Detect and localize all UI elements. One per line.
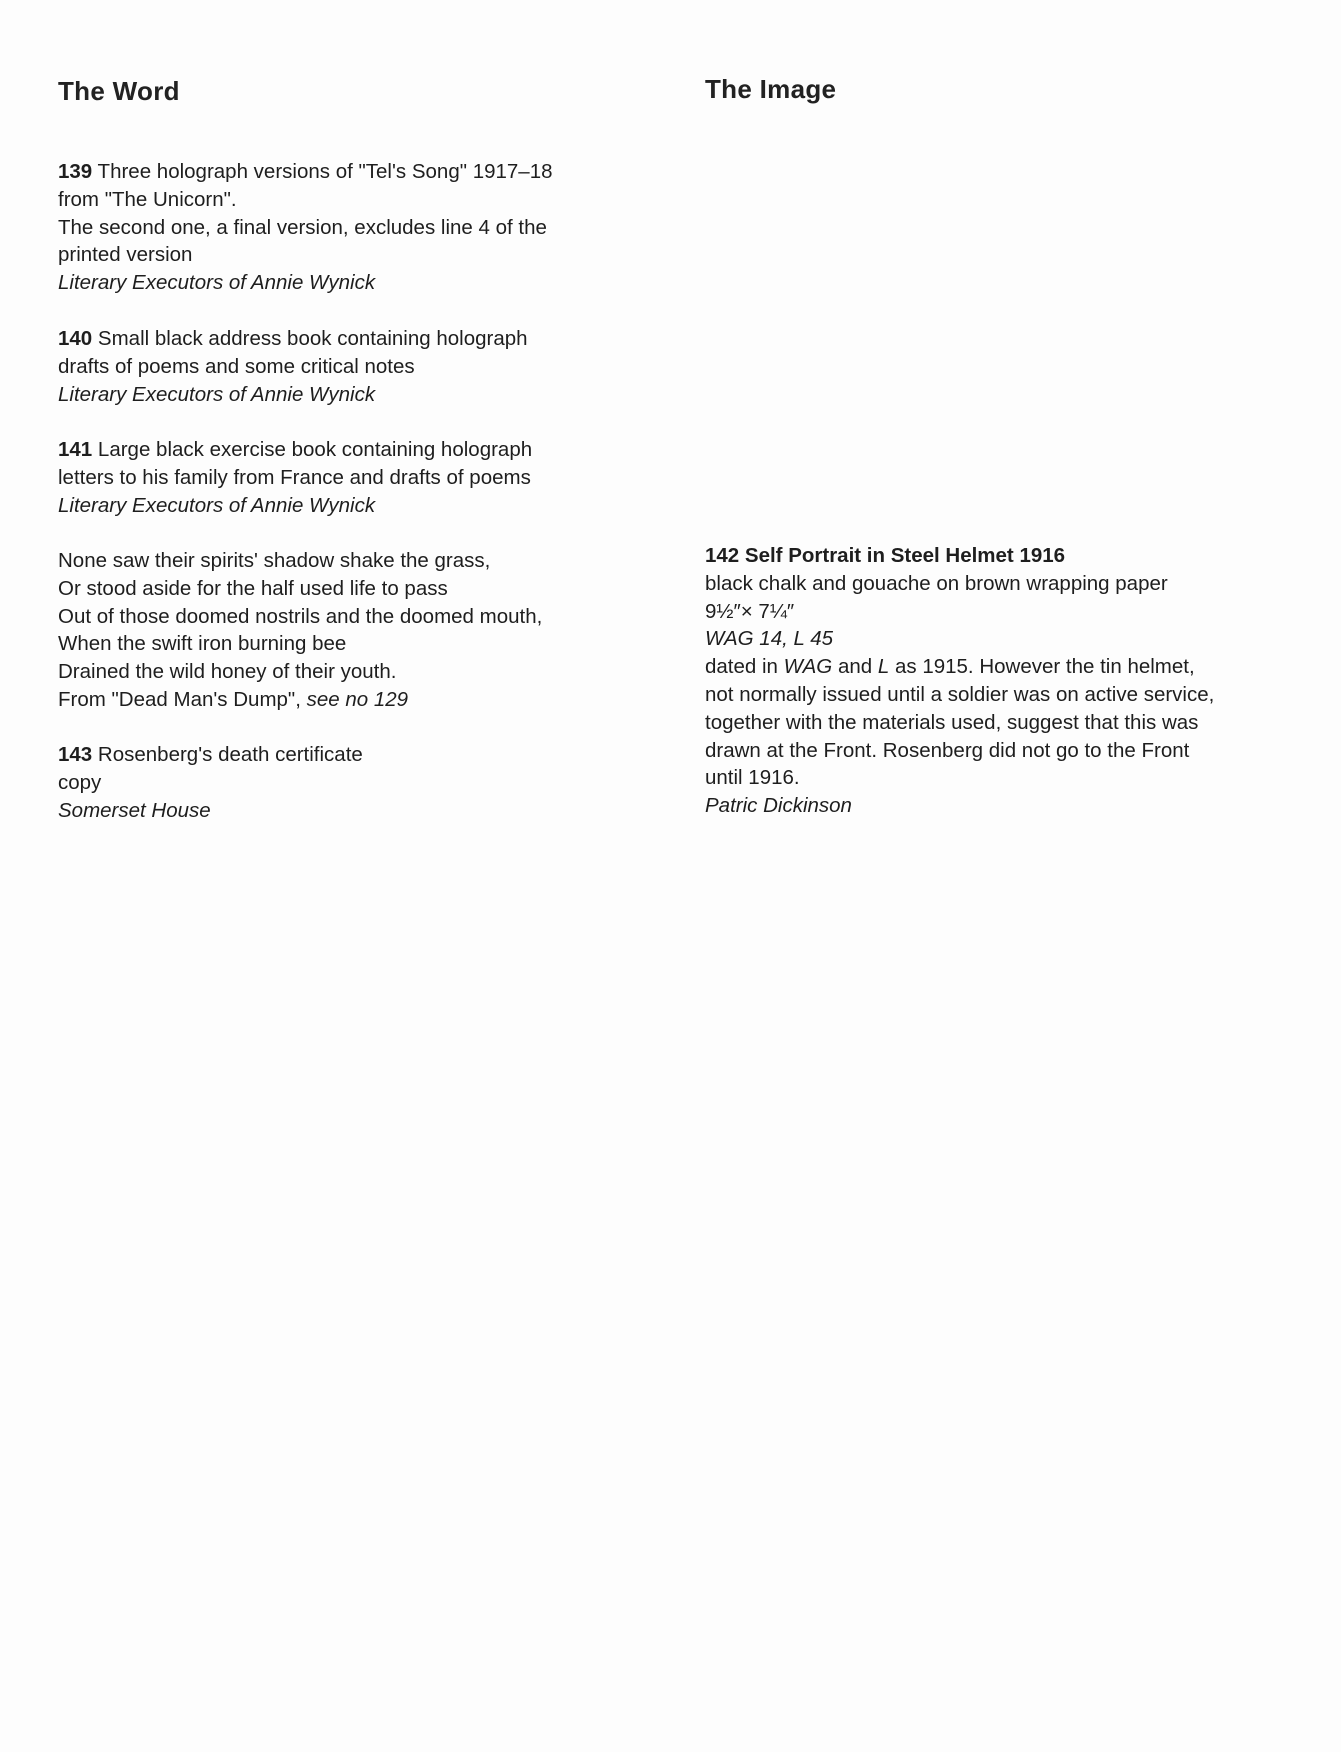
- entry-note: until 1916.: [705, 766, 800, 790]
- heading-the-word: The Word: [58, 76, 180, 106]
- entry-text: 139 Three holograph versions of "Tel's Song" 1917–18: [58, 160, 553, 183]
- entry-owner: Somerset House: [58, 798, 211, 822]
- entry-number: 143: [58, 743, 93, 766]
- entry-note: together with the materials used, suggest that this was: [705, 710, 1199, 734]
- poem-source: From "Dead Man's Dump", see no 129: [58, 687, 409, 711]
- entry-text: 141 Large black exercise book containing holograph: [58, 438, 533, 461]
- entry-text: The second one, a final version, excludes line 4 of the: [58, 215, 547, 239]
- entry-number: 139: [58, 160, 93, 183]
- entry-note: dated in WAG and L as 1915. However the tin helmet,: [705, 655, 1195, 679]
- catalogue-entry-142: [705, 542, 1214, 820]
- catalogue-entry-143: [58, 741, 363, 824]
- heading-the-image: The Image: [705, 74, 837, 104]
- entry-medium: black chalk and gouache on brown wrapping paper: [705, 571, 1168, 595]
- entry-owner: Literary Executors of Annie Wynick: [58, 382, 376, 406]
- catalogue-entry-140: [58, 325, 528, 408]
- poem-line: Drained the wild honey of their youth.: [58, 660, 397, 684]
- entry-catalogue-ref: WAG 14, L 45: [705, 627, 834, 651]
- entry-owner: Patric Dickinson: [705, 794, 852, 818]
- entry-title: 142 Self Portrait in Steel Helmet 1916: [705, 544, 1066, 567]
- entry-number: 140: [58, 327, 93, 350]
- entry-text: copy: [58, 770, 102, 794]
- entry-text: from "The Unicorn".: [58, 187, 237, 211]
- entry-note: drawn at the Front. Rosenberg did not go to the Front: [705, 738, 1190, 762]
- entry-text: printed version: [58, 243, 193, 267]
- entry-owner: Literary Executors of Annie Wynick: [58, 493, 376, 517]
- poem-line: None saw their spirits' shadow shake the grass,: [58, 549, 491, 572]
- entry-note: not normally issued until a soldier was on active service,: [705, 682, 1215, 706]
- poem-line: Out of those doomed nostrils and the doomed mouth,: [58, 604, 543, 628]
- cross-reference: see no 129: [306, 687, 409, 711]
- entry-dimensions: 9½″× 7¼″: [705, 599, 795, 623]
- poem-line: Or stood aside for the half used life to pass: [58, 576, 448, 600]
- poem-line: When the swift iron burning bee: [58, 632, 347, 656]
- catalogue-entry-141: [58, 436, 532, 519]
- entry-owner: Literary Executors of Annie Wynick: [58, 271, 376, 295]
- catalogue-entry-139: [58, 158, 553, 297]
- entry-text: 143 Rosenberg's death certificate: [58, 743, 363, 766]
- entry-text: drafts of poems and some critical notes: [58, 354, 415, 378]
- poem-quotation: [58, 547, 542, 714]
- entry-number: 141: [58, 438, 93, 461]
- entry-text: 140 Small black address book containing holograph: [58, 327, 528, 350]
- entry-text: letters to his family from France and drafts of poems: [58, 465, 531, 489]
